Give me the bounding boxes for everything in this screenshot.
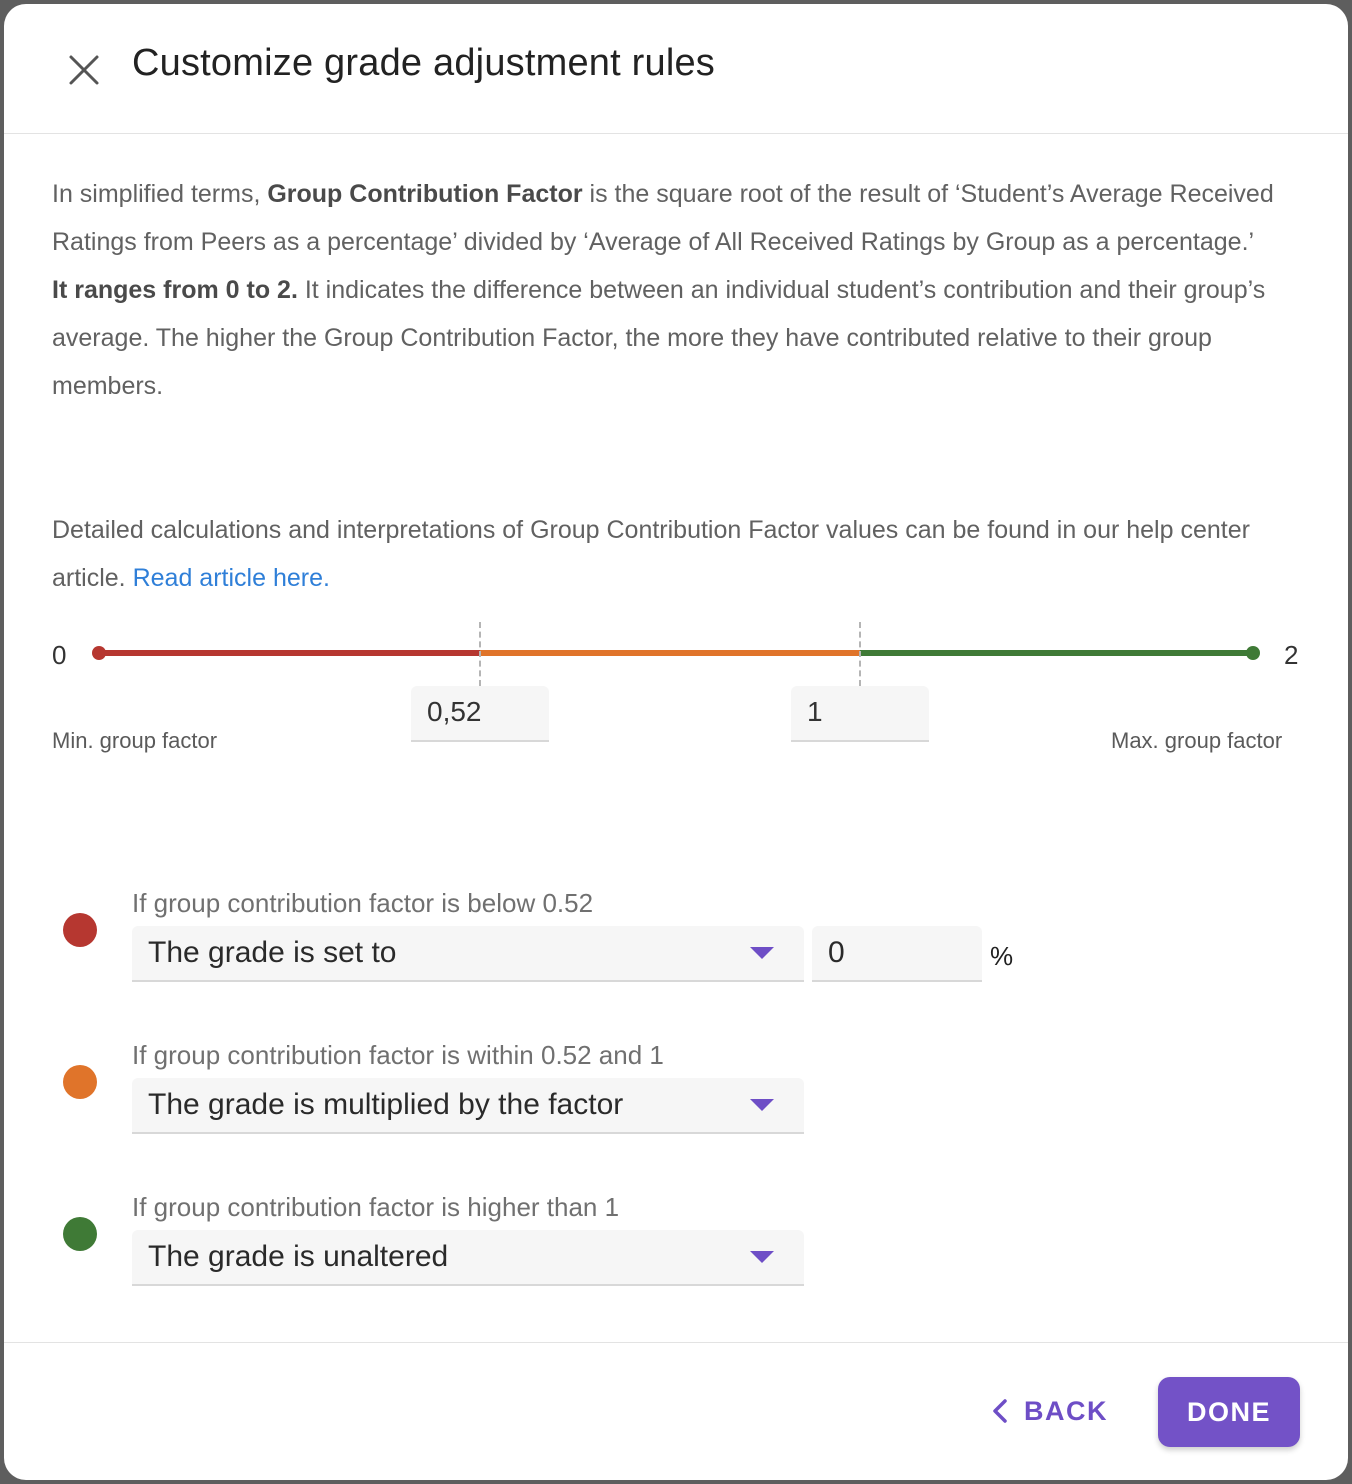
scale-segment-low [100, 650, 480, 656]
dropdown-caret-icon [750, 947, 774, 959]
rule-mid-action-select[interactable] [132, 1078, 804, 1134]
dialog-header [4, 4, 1348, 134]
scale-end-dot [1246, 646, 1260, 660]
close-icon [68, 54, 100, 86]
read-article-link[interactable]: Read article here. [132, 564, 330, 592]
min-group-factor-label: Min. group factor [52, 728, 218, 753]
rule-low-action-select[interactable] [132, 926, 804, 982]
rule-low-grade-input[interactable]: 0 [812, 926, 982, 982]
rule-high-action-value: The grade is unaltered [148, 1240, 449, 1273]
threshold-high-marker[interactable] [859, 622, 861, 686]
intro-p1-start: In simplified terms, [52, 180, 268, 208]
scale-min-value: 0 [52, 640, 67, 670]
dropdown-caret-icon [750, 1099, 774, 1111]
done-button-label: DONE [1186, 1396, 1271, 1427]
dialog-footer [4, 1342, 1348, 1480]
percent-unit: % [990, 941, 1014, 971]
rule-mid-action-value: The grade is multiplied by the factor [148, 1088, 624, 1121]
back-button[interactable] [976, 1379, 1126, 1443]
rule-mid-label: If group contribution factor is within 0.52 and 1 [132, 1040, 664, 1070]
rule-high-color-dot [63, 1217, 97, 1251]
scale-segment-high [860, 650, 1252, 656]
help-text-body: Detailed calculations and interpretations of Group Contribution Factor values can be found in our help center article. [52, 516, 1250, 592]
scale-max-value: 2 [1284, 640, 1299, 670]
rule-high-label: If group contribution factor is higher than 1 [132, 1192, 620, 1222]
threshold-low-input[interactable]: 0,52 [411, 686, 549, 742]
chevron-left-icon [976, 1398, 1024, 1424]
threshold-high-input[interactable]: 1 [791, 686, 929, 742]
dialog-title: Customize grade adjustment rules [132, 42, 716, 84]
max-group-factor-label: Max. group factor [1111, 728, 1283, 753]
grade-adjustment-dialog [4, 4, 1348, 1480]
threshold-low-marker[interactable] [479, 622, 481, 686]
rule-low-color-dot [63, 913, 97, 947]
back-button-label: BACK [1024, 1395, 1108, 1426]
dropdown-caret-icon [750, 1251, 774, 1263]
intro-p1-end: is the square root of the result of ‘Student’s Average Received Ratings from Peers as a percentage’ divided by ‘Average of All Received Ratings by Group as a percentage.’ [52, 180, 1274, 256]
intro-p2-rest: It indicates the difference between an individual student’s contribution and their group’s average. The higher the Group Contribution Factor, the more they have contributed relative to their group members. [52, 276, 1266, 400]
scale-start-dot [92, 646, 106, 660]
intro-text [52, 170, 1292, 410]
close-button[interactable] [62, 48, 106, 92]
rule-low-action-value: The grade is set to [148, 936, 397, 969]
rule-mid-color-dot [63, 1065, 97, 1099]
intro-p1-term: Group Contribution Factor [267, 180, 583, 208]
scale-segment-mid [480, 650, 860, 656]
rule-low-label: If group contribution factor is below 0.52 [132, 888, 594, 918]
help-text [52, 506, 1292, 602]
intro-p2-range: It ranges from 0 to 2. [52, 276, 298, 304]
done-button[interactable] [1158, 1377, 1300, 1447]
rule-high-action-select[interactable] [132, 1230, 804, 1286]
